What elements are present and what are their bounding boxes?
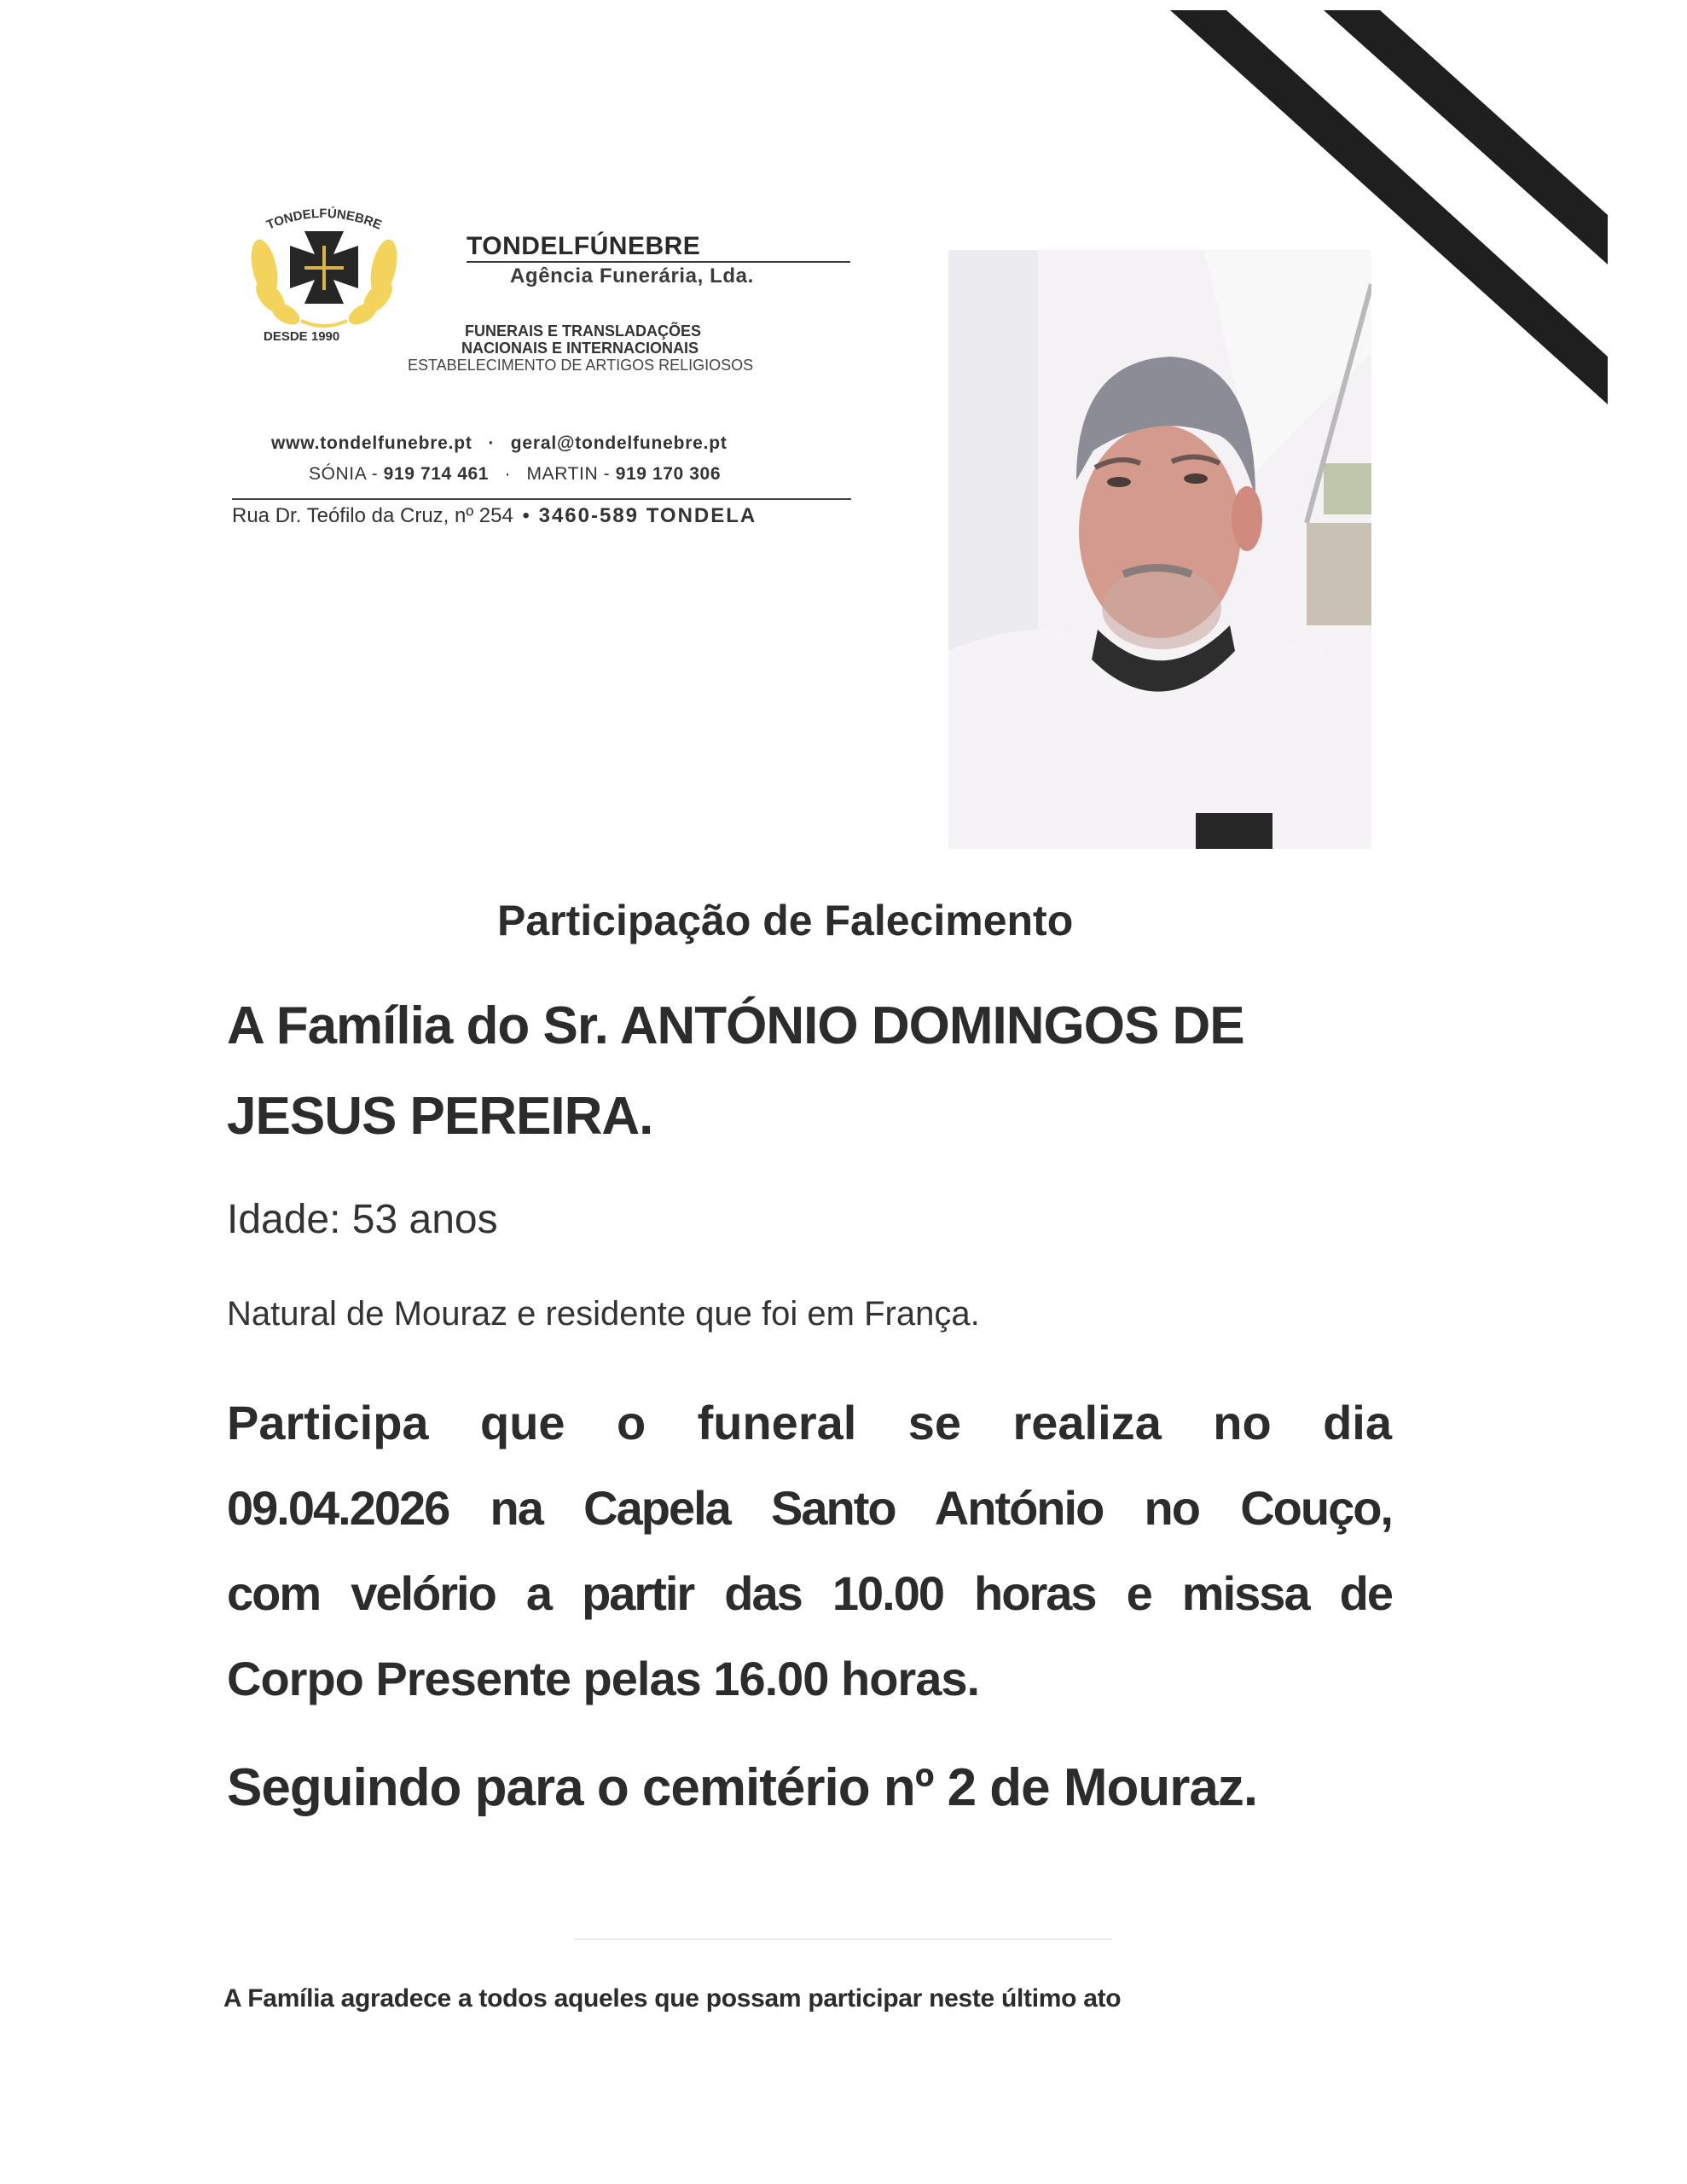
deceased-origin: Natural de Mouraz e residente que foi em França. xyxy=(227,1295,980,1333)
announcement-line-4: Corpo Presente pelas 16.00 horas. xyxy=(227,1652,980,1705)
announcement-line-2: 09.04.2026 na Capela Santo António no Couço, xyxy=(227,1481,1392,1535)
separator-dot: · xyxy=(504,464,512,484)
separator-dot: • xyxy=(522,504,530,527)
maltese-cross-laurel-icon xyxy=(235,201,414,346)
contact-name-1: SÓNIA xyxy=(309,464,367,484)
family-line-1: A Família do Sr. ANTÓNIO DOMINGOS DE xyxy=(227,996,1244,1055)
agency-service-line-2: NACIONAIS E INTERNACIONAIS xyxy=(461,340,699,357)
separator-dot: · xyxy=(488,433,496,453)
agency-service-line-1: FUNERAIS E TRANSLADAÇÕES xyxy=(465,322,702,340)
agency-subtitle: Agência Funerária, Lda. xyxy=(510,264,754,288)
logo-since: DESDE 1990 xyxy=(264,329,340,344)
address-postal: 3460-589 TONDELA xyxy=(538,504,757,527)
contact-divider xyxy=(232,498,851,500)
agency-address xyxy=(232,504,757,528)
scan-artifact-line xyxy=(574,1938,1111,1940)
agency-service-line-3: ESTABELECIMENTO DE ARTIGOS RELIGIOSOS xyxy=(408,357,754,374)
agency-email-link[interactable]: geral@tondelfunebre.pt xyxy=(510,433,728,453)
contact-phone-2[interactable]: 919 170 306 xyxy=(615,464,722,484)
family-line-2: JESUS PEREIRA. xyxy=(227,1087,653,1146)
svg-text:TONDELFÚNEBRE: TONDELFÚNEBRE xyxy=(264,206,384,233)
agency-web-email xyxy=(271,433,728,454)
agency-phones: SÓNIA - 919 714 461 · MARTIN - 919 170 306 xyxy=(309,464,722,484)
agency-logo xyxy=(235,201,414,346)
family-thanks: A Família agradece a todos aqueles que possam participar neste último ato xyxy=(223,1984,1122,2013)
notice-title: Participação de Falecimento xyxy=(497,897,1074,944)
agency-name-underline xyxy=(467,261,850,263)
portrait-image xyxy=(948,250,1371,849)
announcement-line-1: Participa que o funeral se realiza no dia xyxy=(227,1396,1392,1449)
deceased-age: Idade: 53 anos xyxy=(227,1197,498,1242)
contact-phone-1[interactable]: 919 714 461 xyxy=(383,464,490,484)
agency-name: TONDELFÚNEBRE xyxy=(467,232,701,260)
deceased-photo xyxy=(948,250,1371,849)
announcement-line-3: com velório a partir das 10.00 horas e missa de xyxy=(227,1566,1392,1620)
contact-name-2: MARTIN xyxy=(526,464,599,484)
burial-info: Seguindo para o cemitério nº 2 de Mouraz. xyxy=(227,1758,1258,1817)
funeral-announcement xyxy=(227,1380,1392,1722)
agency-website-link[interactable]: www.tondelfunebre.pt xyxy=(271,433,472,453)
address-street: Rua Dr. Teófilo da Cruz, nº 254 xyxy=(232,504,513,527)
deceased-family-heading xyxy=(227,981,1392,1162)
